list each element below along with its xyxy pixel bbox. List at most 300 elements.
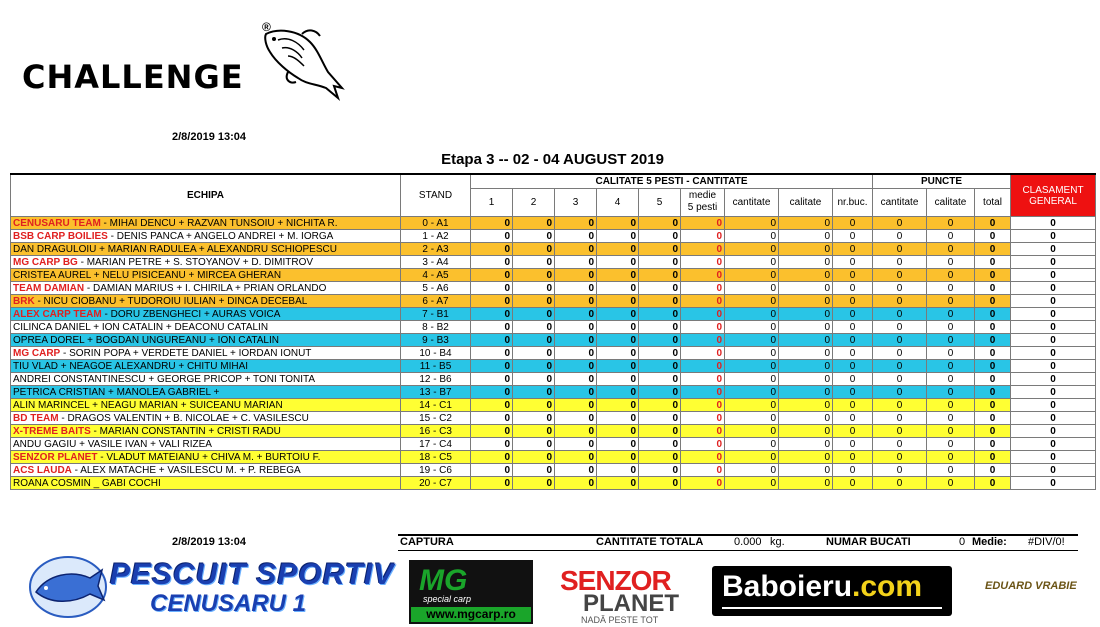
medie-cell: 0 xyxy=(681,347,725,360)
fish-weight-cell: 0 xyxy=(513,425,555,438)
team-name xyxy=(11,243,401,256)
cantitate-unit: kg. xyxy=(770,536,785,548)
medie-cell: 0 xyxy=(681,451,725,464)
cantitate-cell: 0 xyxy=(725,217,779,230)
calitate-cell: 0 xyxy=(779,217,833,230)
header-calitate-group: CALITATE 5 PESTI - CANTITATE xyxy=(471,174,873,188)
puncte-cantitate-cell: 0 xyxy=(873,425,927,438)
calitate-cell: 0 xyxy=(779,230,833,243)
puncte-total-cell: 0 xyxy=(975,295,1011,308)
fish-weight-cell: 0 xyxy=(471,464,513,477)
timestamp-top: 2/8/2019 13:04 xyxy=(172,131,247,143)
stand-cell: 17 - C4 xyxy=(401,438,471,451)
puncte-total-cell: 0 xyxy=(975,386,1011,399)
medie-cell: 0 xyxy=(681,399,725,412)
puncte-total-cell: 0 xyxy=(975,477,1011,490)
registered-mark: ® xyxy=(262,20,271,34)
table-row xyxy=(11,438,1096,451)
fish-weight-cell: 0 xyxy=(597,373,639,386)
puncte-calitate-cell: 0 xyxy=(927,425,975,438)
puncte-cantitate-cell: 0 xyxy=(873,334,927,347)
cantitate-cell: 0 xyxy=(725,477,779,490)
fish-weight-cell: 0 xyxy=(471,425,513,438)
team-name xyxy=(11,451,401,464)
medie-cell: 0 xyxy=(681,373,725,386)
team-name xyxy=(11,360,401,373)
fish-weight-cell: 0 xyxy=(471,373,513,386)
table-row xyxy=(11,464,1096,477)
fish-weight-cell: 0 xyxy=(597,217,639,230)
header-puncte-calitate: calitate xyxy=(927,188,975,216)
puncte-cantitate-cell: 0 xyxy=(873,360,927,373)
clasament-cell: 0 xyxy=(1011,269,1096,282)
team-members: DAN DRAGULOIU + MARIAN RADULEA + ALEXANDRU SCHIOPESCU xyxy=(13,243,337,255)
page-title: Etapa 3 -- 02 - 04 AUGUST 2019 xyxy=(441,151,664,168)
fish-weight-cell: 0 xyxy=(639,347,681,360)
fish-weight-cell: 0 xyxy=(471,243,513,256)
table-row xyxy=(11,269,1096,282)
team-name xyxy=(11,269,401,282)
cantitate-cell: 0 xyxy=(725,425,779,438)
fish-weight-cell: 0 xyxy=(597,412,639,425)
nrbuc-cell: 0 xyxy=(833,230,873,243)
baboieru-logo-text xyxy=(722,570,922,604)
table-row xyxy=(11,373,1096,386)
puncte-total-cell: 0 xyxy=(975,256,1011,269)
fish-weight-cell: 0 xyxy=(471,269,513,282)
calitate-cell: 0 xyxy=(779,282,833,295)
medie-cell: 0 xyxy=(681,321,725,334)
fish-weight-cell: 0 xyxy=(513,347,555,360)
fish-weight-cell: 0 xyxy=(555,217,597,230)
capture-summary-bar xyxy=(398,534,1078,551)
clasament-cell: 0 xyxy=(1011,230,1096,243)
header-col-4: 4 xyxy=(597,188,639,216)
table-row xyxy=(11,360,1096,373)
carp-logo-icon xyxy=(258,22,348,107)
puncte-total-cell: 0 xyxy=(975,438,1011,451)
puncte-cantitate-cell: 0 xyxy=(873,438,927,451)
puncte-calitate-cell: 0 xyxy=(927,230,975,243)
fish-weight-cell: 0 xyxy=(597,386,639,399)
medie-cell: 0 xyxy=(681,295,725,308)
calitate-cell: 0 xyxy=(779,386,833,399)
team-members: - SORIN POPA + VERDETE DANIEL + IORDAN IONUT xyxy=(60,347,312,359)
calitate-cell: 0 xyxy=(779,334,833,347)
puncte-cantitate-cell: 0 xyxy=(873,230,927,243)
calitate-cell: 0 xyxy=(779,321,833,334)
clasament-cell: 0 xyxy=(1011,412,1096,425)
puncte-total-cell: 0 xyxy=(975,269,1011,282)
pescuit-sportiv-logo: PESCUIT SPORTIV xyxy=(110,558,395,591)
cantitate-cell: 0 xyxy=(725,334,779,347)
team-name xyxy=(11,399,401,412)
fish-weight-cell: 0 xyxy=(597,308,639,321)
nrbuc-cell: 0 xyxy=(833,308,873,321)
fish-weight-cell: 0 xyxy=(555,386,597,399)
puncte-cantitate-cell: 0 xyxy=(873,308,927,321)
medie-value: #DIV/0! xyxy=(1028,536,1065,548)
timestamp-bottom: 2/8/2019 13:04 xyxy=(172,536,247,548)
fish-weight-cell: 0 xyxy=(555,321,597,334)
medie-cell: 0 xyxy=(681,360,725,373)
fish-weight-cell: 0 xyxy=(471,386,513,399)
puncte-cantitate-cell: 0 xyxy=(873,464,927,477)
table-row xyxy=(11,217,1096,230)
header-echipa: ECHIPA xyxy=(11,174,401,217)
cantitate-cell: 0 xyxy=(725,373,779,386)
signature: EDUARD VRABIE xyxy=(985,580,1077,592)
stand-cell: 12 - B6 xyxy=(401,373,471,386)
cantitate-cell: 0 xyxy=(725,347,779,360)
header-cantitate: cantitate xyxy=(725,188,779,216)
team-members: - DORU ZBENGHECI + AURAS VOICA xyxy=(101,308,281,320)
team-members: - MIHAI DENCU + RAZVAN TUNSOIU + NICHITA R. xyxy=(100,217,338,229)
team-club: CENUSARU TEAM xyxy=(13,217,101,229)
stand-cell: 7 - B1 xyxy=(401,308,471,321)
mgcarp-sponsor-logo xyxy=(409,560,533,624)
clasament-cell: 0 xyxy=(1011,243,1096,256)
nrbuc-cell: 0 xyxy=(833,399,873,412)
fish-weight-cell: 0 xyxy=(597,347,639,360)
fish-weight-cell: 0 xyxy=(597,451,639,464)
calitate-cell: 0 xyxy=(779,243,833,256)
puncte-total-cell: 0 xyxy=(975,373,1011,386)
header-col-5: 5 xyxy=(639,188,681,216)
puncte-cantitate-cell: 0 xyxy=(873,243,927,256)
fish-weight-cell: 0 xyxy=(639,373,681,386)
puncte-total-cell: 0 xyxy=(975,230,1011,243)
team-members: PETRICA CRISTIAN + MANOLEA GABRIEL + xyxy=(13,386,220,398)
fish-weight-cell: 0 xyxy=(639,282,681,295)
cantitate-cell: 0 xyxy=(725,321,779,334)
cantitate-totala-label: CANTITATE TOTALA xyxy=(596,536,704,548)
fish-weight-cell: 0 xyxy=(597,334,639,347)
team-members: ALIN MARINCEL + NEAGU MARIAN + SUICEANU MARIAN xyxy=(13,399,283,411)
puncte-cantitate-cell: 0 xyxy=(873,282,927,295)
puncte-total-cell: 0 xyxy=(975,334,1011,347)
medie-cell: 0 xyxy=(681,217,725,230)
stand-cell: 19 - C6 xyxy=(401,464,471,477)
stand-cell: 10 - B4 xyxy=(401,347,471,360)
fish-weight-cell: 0 xyxy=(597,295,639,308)
fish-weight-cell: 0 xyxy=(639,217,681,230)
puncte-calitate-cell: 0 xyxy=(927,373,975,386)
header-clasament xyxy=(1011,174,1096,217)
team-members: - NICU CIOBANU + TUDOROIU IULIAN + DINCA DECEBAL xyxy=(34,295,308,307)
nrbuc-cell: 0 xyxy=(833,477,873,490)
fish-weight-cell: 0 xyxy=(555,360,597,373)
puncte-total-cell: 0 xyxy=(975,360,1011,373)
calitate-cell: 0 xyxy=(779,269,833,282)
cantitate-cell: 0 xyxy=(725,399,779,412)
calitate-cell: 0 xyxy=(779,477,833,490)
header-nrbuc: nr.buc. xyxy=(833,188,873,216)
team-members: CRISTEA AUREL + NELU PISICEANU + MIRCEA GHERAN xyxy=(13,269,282,281)
fish-weight-cell: 0 xyxy=(639,256,681,269)
team-name xyxy=(11,256,401,269)
table-row xyxy=(11,399,1096,412)
cantitate-cell: 0 xyxy=(725,230,779,243)
fish-weight-cell: 0 xyxy=(555,295,597,308)
team-name xyxy=(11,334,401,347)
clasament-cell: 0 xyxy=(1011,386,1096,399)
calitate-cell: 0 xyxy=(779,373,833,386)
stand-cell: 1 - A2 xyxy=(401,230,471,243)
team-members: TIU VLAD + NEAGOE ALEXANDRU + CHITU MIHAI xyxy=(13,360,249,372)
header-clasament-line2: GENERAL xyxy=(1029,195,1077,207)
team-name xyxy=(11,464,401,477)
fish-weight-cell: 0 xyxy=(555,308,597,321)
puncte-total-cell: 0 xyxy=(975,399,1011,412)
fish-weight-cell: 0 xyxy=(555,269,597,282)
medie-cell: 0 xyxy=(681,438,725,451)
team-club: BSB CARP BOILIES xyxy=(13,230,108,242)
team-name xyxy=(11,438,401,451)
stand-cell: 5 - A6 xyxy=(401,282,471,295)
team-name xyxy=(11,425,401,438)
clasament-cell: 0 xyxy=(1011,399,1096,412)
fish-weight-cell: 0 xyxy=(513,451,555,464)
cantitate-cell: 0 xyxy=(725,412,779,425)
puncte-cantitate-cell: 0 xyxy=(873,477,927,490)
puncte-calitate-cell: 0 xyxy=(927,243,975,256)
fish-weight-cell: 0 xyxy=(639,451,681,464)
puncte-calitate-cell: 0 xyxy=(927,464,975,477)
team-club: SENZOR PLANET xyxy=(13,451,98,463)
fish-weight-cell: 0 xyxy=(513,438,555,451)
fish-weight-cell: 0 xyxy=(555,438,597,451)
fish-emblem-icon xyxy=(28,554,108,625)
team-name xyxy=(11,308,401,321)
fish-weight-cell: 0 xyxy=(639,412,681,425)
team-members: - VLADUT MATEIANU + CHIVA M. + BURTOIU F. xyxy=(97,451,321,463)
nrbuc-cell: 0 xyxy=(833,386,873,399)
team-name xyxy=(11,217,401,230)
team-name xyxy=(11,347,401,360)
fish-weight-cell: 0 xyxy=(513,295,555,308)
fish-weight-cell: 0 xyxy=(597,360,639,373)
fish-weight-cell: 0 xyxy=(513,464,555,477)
table-row xyxy=(11,256,1096,269)
team-members: ANDREI CONSTANTINESCU + GEORGE PRICOP + TONI TONITA xyxy=(13,373,316,385)
nrbuc-cell: 0 xyxy=(833,282,873,295)
puncte-calitate-cell: 0 xyxy=(927,412,975,425)
team-members: CILINCA DANIEL + ION CATALIN + DEACONU CATALIN xyxy=(13,321,269,333)
clasament-cell: 0 xyxy=(1011,451,1096,464)
stand-cell: 14 - C1 xyxy=(401,399,471,412)
table-row xyxy=(11,243,1096,256)
header-calitate: calitate xyxy=(779,188,833,216)
team-members: - MARIAN PETRE + S. STOYANOV + D. DIMITROV xyxy=(77,256,314,268)
stand-cell: 20 - C7 xyxy=(401,477,471,490)
puncte-total-cell: 0 xyxy=(975,412,1011,425)
puncte-total-cell: 0 xyxy=(975,308,1011,321)
team-club: MG CARP BG xyxy=(13,256,78,268)
puncte-cantitate-cell: 0 xyxy=(873,412,927,425)
nrbuc-cell: 0 xyxy=(833,451,873,464)
mg-logo-subtitle: special carp xyxy=(423,594,472,604)
fish-weight-cell: 0 xyxy=(471,230,513,243)
mg-url: www.mgcarp.ro xyxy=(411,607,531,622)
nrbuc-cell: 0 xyxy=(833,217,873,230)
puncte-calitate-cell: 0 xyxy=(927,347,975,360)
calitate-cell: 0 xyxy=(779,347,833,360)
team-club: MG CARP xyxy=(13,347,61,359)
fish-weight-cell: 0 xyxy=(639,295,681,308)
nrbuc-cell: 0 xyxy=(833,425,873,438)
cantitate-cell: 0 xyxy=(725,360,779,373)
fish-weight-cell: 0 xyxy=(471,217,513,230)
calitate-cell: 0 xyxy=(779,412,833,425)
nrbuc-cell: 0 xyxy=(833,295,873,308)
medie-cell: 0 xyxy=(681,243,725,256)
fish-weight-cell: 0 xyxy=(639,425,681,438)
fish-weight-cell: 0 xyxy=(597,243,639,256)
medie-cell: 0 xyxy=(681,308,725,321)
fish-weight-cell: 0 xyxy=(639,334,681,347)
fish-weight-cell: 0 xyxy=(513,308,555,321)
fish-weight-cell: 0 xyxy=(639,308,681,321)
fish-weight-cell: 0 xyxy=(597,399,639,412)
cantitate-cell: 0 xyxy=(725,386,779,399)
stand-cell: 18 - C5 xyxy=(401,451,471,464)
fish-weight-cell: 0 xyxy=(471,256,513,269)
calitate-cell: 0 xyxy=(779,256,833,269)
fish-weight-cell: 0 xyxy=(471,451,513,464)
puncte-total-cell: 0 xyxy=(975,464,1011,477)
clasament-cell: 0 xyxy=(1011,438,1096,451)
team-name xyxy=(11,373,401,386)
fish-weight-cell: 0 xyxy=(471,399,513,412)
fish-weight-cell: 0 xyxy=(555,412,597,425)
results-table xyxy=(10,173,1096,490)
cantitate-cell: 0 xyxy=(725,243,779,256)
nrbuc-cell: 0 xyxy=(833,321,873,334)
fish-weight-cell: 0 xyxy=(471,438,513,451)
fish-weight-cell: 0 xyxy=(471,347,513,360)
fish-weight-cell: 0 xyxy=(555,334,597,347)
puncte-cantitate-cell: 0 xyxy=(873,256,927,269)
cantitate-cell: 0 xyxy=(725,451,779,464)
fish-weight-cell: 0 xyxy=(555,256,597,269)
medie-cell: 0 xyxy=(681,425,725,438)
puncte-calitate-cell: 0 xyxy=(927,451,975,464)
fish-weight-cell: 0 xyxy=(471,412,513,425)
team-members: ANDU GAGIU + VASILE IVAN + VALI RIZEA xyxy=(13,438,212,450)
medie-cell: 0 xyxy=(681,412,725,425)
stand-cell: 3 - A4 xyxy=(401,256,471,269)
puncte-calitate-cell: 0 xyxy=(927,334,975,347)
fish-weight-cell: 0 xyxy=(597,282,639,295)
senzor-tagline: NADĂ PESTE TOT xyxy=(581,615,659,625)
fish-weight-cell: 0 xyxy=(513,321,555,334)
clasament-cell: 0 xyxy=(1011,347,1096,360)
puncte-cantitate-cell: 0 xyxy=(873,295,927,308)
team-members: - ALEX MATACHE + VASILESCU M. + P. REBEGA xyxy=(71,464,301,476)
team-name xyxy=(11,412,401,425)
header-puncte-total: total xyxy=(975,188,1011,216)
puncte-calitate-cell: 0 xyxy=(927,269,975,282)
puncte-cantitate-cell: 0 xyxy=(873,217,927,230)
puncte-cantitate-cell: 0 xyxy=(873,451,927,464)
fish-weight-cell: 0 xyxy=(597,321,639,334)
fish-weight-cell: 0 xyxy=(639,386,681,399)
planet-logo-text: PLANET xyxy=(583,590,679,617)
baboieru-sponsor-logo xyxy=(712,566,952,616)
nrbuc-cell: 0 xyxy=(833,243,873,256)
header-col-1: 1 xyxy=(471,188,513,216)
fish-weight-cell: 0 xyxy=(597,269,639,282)
numar-bucati-value: 0 xyxy=(959,536,966,548)
stand-cell: 4 - A5 xyxy=(401,269,471,282)
fish-weight-cell: 0 xyxy=(513,477,555,490)
fish-weight-cell: 0 xyxy=(597,477,639,490)
team-members: - DENIS PANCA + ANGELO ANDREI + M. IORGA xyxy=(107,230,334,242)
calitate-cell: 0 xyxy=(779,399,833,412)
baboieru-main: Baboieru xyxy=(722,570,853,603)
header-medie-line1: medie xyxy=(688,190,717,202)
fish-weight-cell: 0 xyxy=(471,282,513,295)
fish-weight-cell: 0 xyxy=(513,282,555,295)
puncte-cantitate-cell: 0 xyxy=(873,373,927,386)
fish-weight-cell: 0 xyxy=(555,451,597,464)
numar-bucati-label: NUMAR BUCATI xyxy=(826,536,911,548)
team-name xyxy=(11,477,401,490)
fish-weight-cell: 0 xyxy=(639,360,681,373)
clasament-cell: 0 xyxy=(1011,308,1096,321)
clasament-cell: 0 xyxy=(1011,321,1096,334)
team-club: ACS LAUDA xyxy=(13,464,72,476)
table-row xyxy=(11,412,1096,425)
cantitate-cell: 0 xyxy=(725,256,779,269)
clasament-cell: 0 xyxy=(1011,217,1096,230)
table-row xyxy=(11,386,1096,399)
team-club: X-TREME BAITS xyxy=(13,425,91,437)
fish-weight-cell: 0 xyxy=(555,243,597,256)
puncte-total-cell: 0 xyxy=(975,217,1011,230)
cantitate-cell: 0 xyxy=(725,464,779,477)
fish-weight-cell: 0 xyxy=(513,334,555,347)
puncte-calitate-cell: 0 xyxy=(927,282,975,295)
stand-cell: 2 - A3 xyxy=(401,243,471,256)
fish-weight-cell: 0 xyxy=(555,373,597,386)
clasament-cell: 0 xyxy=(1011,464,1096,477)
stand-cell: 8 - B2 xyxy=(401,321,471,334)
puncte-calitate-cell: 0 xyxy=(927,308,975,321)
fish-weight-cell: 0 xyxy=(597,256,639,269)
fish-weight-cell: 0 xyxy=(597,438,639,451)
fish-weight-cell: 0 xyxy=(513,256,555,269)
medie-cell: 0 xyxy=(681,477,725,490)
team-members: - DAMIAN MARIUS + I. CHIRILA + PRIAN ORLANDO xyxy=(84,282,327,294)
team-club: TEAM DAMIAN xyxy=(13,282,85,294)
stand-cell: 13 - B7 xyxy=(401,386,471,399)
fish-weight-cell: 0 xyxy=(555,347,597,360)
table-row xyxy=(11,230,1096,243)
fish-weight-cell: 0 xyxy=(597,230,639,243)
senzor-logo-text: SENZOR xyxy=(560,565,671,596)
team-members: - DRAGOS VALENTIN + B. NICOLAE + C. VASILESCU xyxy=(58,412,309,424)
calitate-cell: 0 xyxy=(779,438,833,451)
fish-weight-cell: 0 xyxy=(513,360,555,373)
stand-cell: 16 - C3 xyxy=(401,425,471,438)
puncte-total-cell: 0 xyxy=(975,243,1011,256)
puncte-calitate-cell: 0 xyxy=(927,477,975,490)
puncte-calitate-cell: 0 xyxy=(927,386,975,399)
nrbuc-cell: 0 xyxy=(833,373,873,386)
baboieru-underline xyxy=(722,607,942,609)
